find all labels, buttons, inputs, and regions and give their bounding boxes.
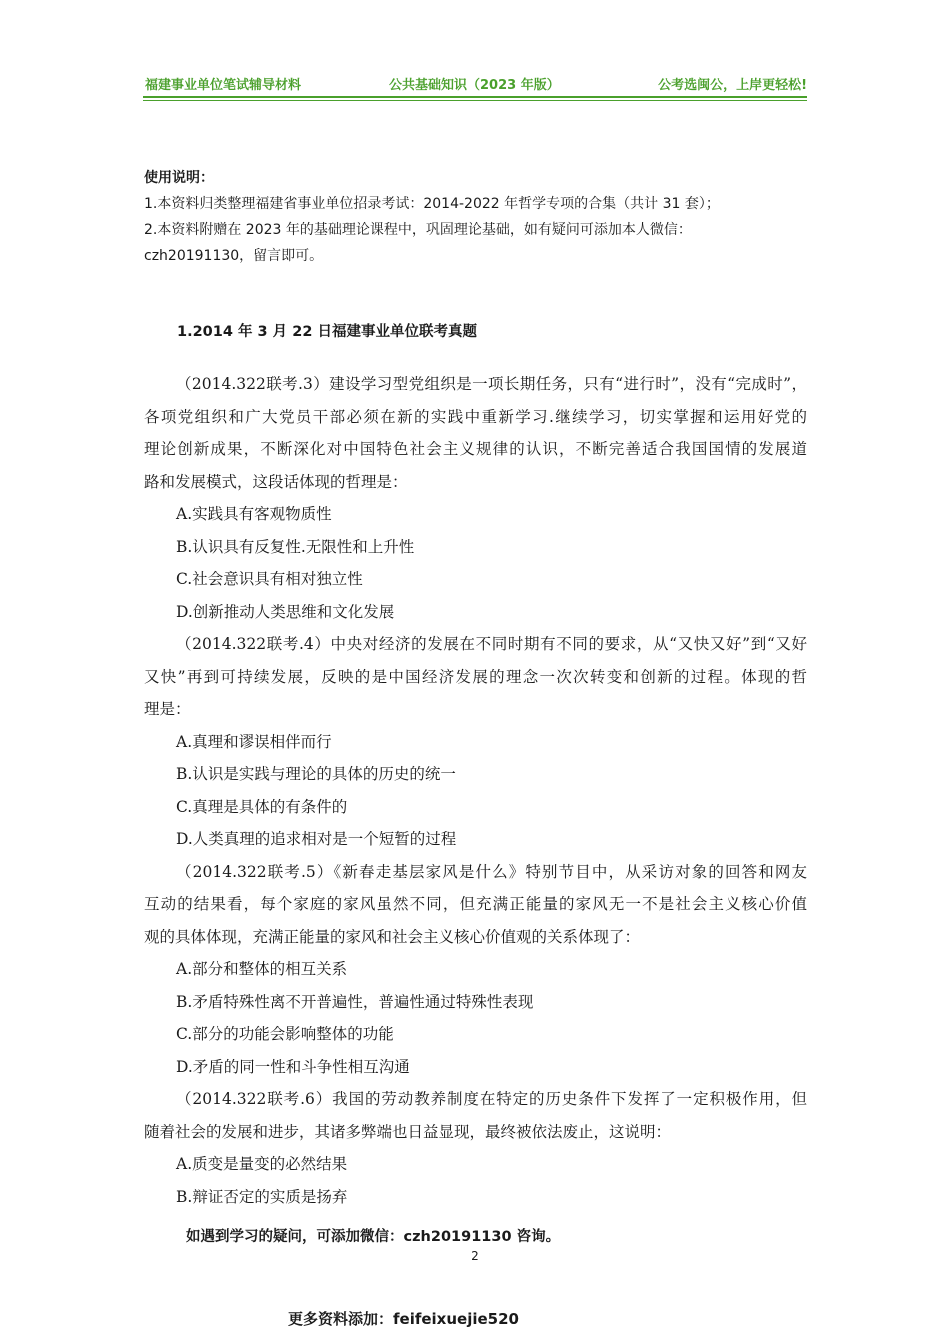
answer-option: A.真理和谬误相伴而行 [176, 732, 332, 751]
question-block [144, 628, 807, 856]
footer-contact-note: 如遇到学习的疑问，可添加微信：czh20191130 咨询。 [186, 1229, 561, 1245]
header-divider [143, 96, 807, 98]
question-stem-line: 路和发展模式，这段话体现的哲理是： [144, 472, 408, 491]
answer-option: B.辩证否定的实质是扬弃 [176, 1187, 348, 1206]
page-number: 2 [471, 1249, 479, 1263]
answer-option: B.认识具有反复性.无限性和上升性 [176, 537, 415, 556]
header-center-title: 公共基础知识（2023 年版） [389, 78, 560, 93]
question-block [144, 368, 807, 628]
usage-note-line: 2.本资料附赠在 2023 年的基础理论课程中，巩固理论基础，如有疑问可添加本人微信： [144, 222, 692, 238]
question-stem-line: （2014.322联考.3）建设学习型党组织是一项长期任务，只有“进行时”，没有“完成时”， [176, 375, 807, 393]
question-stem-line: 理是： [144, 700, 191, 718]
question-stem-line: 随着社会的发展和进步，其诸多弊端也日益显现，最终被依法废止，这说明： [144, 1122, 672, 1141]
bottom-resource-note: 更多资料添加：feifeixuejie520 [288, 1310, 519, 1328]
header-right-slogan: 公考选闽公，上岸更轻松! [658, 78, 807, 93]
question-stem-line: 理论创新成果，不断深化对中国特色社会主义规律的认识，不断完善适合我国国情的发展道 [144, 440, 807, 458]
answer-option: D.矛盾的同一性和斗争性相互沟通 [176, 1057, 410, 1076]
question-stem-line: （2014.322联考.5）《新春走基层家风是什么》特别节目中，从采访对象的回答和网友 [176, 862, 807, 881]
usage-notes-title: 使用说明： [144, 170, 214, 186]
answer-option: D.人类真理的追求相对是一个短暂的过程 [176, 830, 457, 848]
question-stem-line: （2014.322联考.4）中央对经济的发展在不同时期有不同的要求，从“又快又好”到“又好 [176, 635, 807, 653]
usage-note-line: 1.本资料归类整理福建省事业单位招录考试：2014-2022 年哲学专项的合集（共计 31 套）； [144, 196, 720, 212]
answer-option: A.质变是量变的必然结果 [176, 1155, 348, 1173]
answer-option: A.实践具有客观物质性 [176, 505, 332, 523]
section-title: 1.2014 年 3 月 22 日福建事业单位联考真题 [177, 324, 477, 340]
header-left-title: 福建事业单位笔试辅导材料 [145, 78, 302, 93]
answer-option: A.部分和整体的相互关系 [176, 960, 348, 978]
answer-option: B.矛盾特殊性离不开普遍性，普遍性通过特殊性表现 [176, 992, 534, 1011]
question-stem-line: 又快”再到可持续发展，反映的是中国经济发展的理念一次次转变和创新的过程。体现的哲 [144, 667, 807, 686]
answer-option: B.认识是实践与理论的具体的历史的统一 [176, 765, 456, 783]
usage-note-line: czh20191130，留言即可。 [144, 248, 324, 264]
usage-notes [144, 165, 814, 269]
question-list [144, 368, 807, 1213]
question-stem-line: 观的具体体现，充满正能量的家风和社会主义核心价值观的关系体现了： [144, 927, 641, 946]
answer-option: D.创新推动人类思维和文化发展 [176, 602, 395, 621]
question-block [144, 1083, 807, 1213]
answer-option: C.部分的功能会影响整体的功能 [176, 1025, 394, 1043]
question-block [144, 856, 807, 1084]
question-stem-line: （2014.322联考.6）我国的劳动教养制度在特定的历史条件下发挥了一定积极作用，但 [176, 1090, 807, 1108]
question-stem-line: 互动的结果看，每个家庭的家风虽然不同，但充满正能量的家风无一不是社会主义核心价值 [144, 895, 807, 913]
answer-option: C.真理是具体的有条件的 [176, 797, 348, 816]
header-divider-thin [143, 100, 807, 101]
answer-option: C.社会意识具有相对独立性 [176, 570, 363, 588]
page-header [143, 72, 807, 96]
question-stem-line: 各项党组织和广大党员干部必须在新的实践中重新学习.继续学习，切实掌握和运用好党的 [144, 407, 807, 426]
